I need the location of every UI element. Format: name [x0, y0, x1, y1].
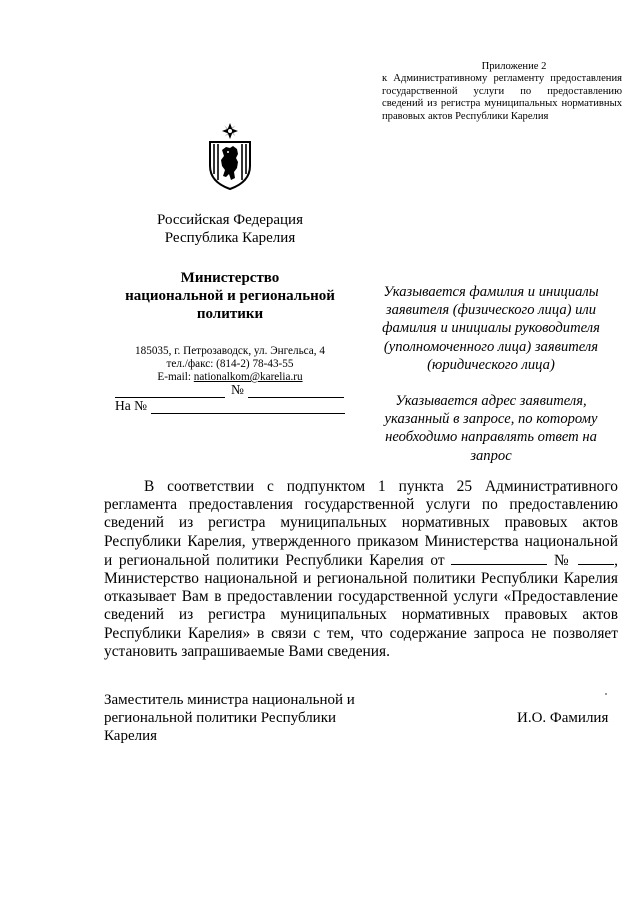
appendix-text: к Административному регламенту предоставления государственной услуги по предоставлению сведений из регистра муниципальных нормативных правовых актов Республики Карелия — [382, 73, 622, 122]
ministry-line-1: Министерство — [180, 270, 280, 286]
region-name: Республика Карелия — [164, 230, 296, 246]
order-number-blank — [578, 551, 614, 565]
outgoing-reference — [115, 382, 345, 414]
ministry-line-2: национальной и региональной — [125, 288, 335, 304]
letterhead — [100, 211, 360, 384]
appendix-title: Приложение 2 — [481, 61, 547, 72]
postal-address: 185035, г. Петрозаводск, ул. Энгельса, 4 — [135, 345, 325, 357]
body-number-sign: № — [553, 551, 572, 569]
body-paragraph: В соответствии с подпунктом 1 пункта 25 Административного регламента предоставления государственной услуги по предоставлению сведений из регистра муниципальных нормативных правовых актов Республики Карелия, утвержденного приказом Министерства национальной и региональной политики Республики Карелия от № , Министерство национальной и региональной политики Республики Карелия отказывает Вам в предоставлении государственной услуги «Предоставление сведений из регистра муниципальных нормативных правовых актов Республики Карелия» в связи с тем, что содержание запроса не позволяет установить запрашиваемые Вами сведения. — [104, 478, 618, 660]
reply-number-blank — [151, 401, 345, 414]
addressee-name: Указывается фамилия и инициалы заявителя (физического лица) или фамилия и инициалы руководителя (уполномоченного лица) заявителя (юридического лица) — [382, 284, 600, 373]
order-date-blank — [451, 551, 547, 565]
ministry-name — [100, 269, 360, 323]
coat-of-arms-icon — [200, 122, 260, 192]
country-name: Российская Федерация — [157, 212, 303, 228]
scan-speck — [605, 693, 607, 695]
ministry-contacts — [100, 345, 360, 384]
reply-reference — [115, 398, 345, 414]
reply-label: На № — [115, 398, 147, 413]
number-blank — [248, 385, 344, 398]
addressee-block — [364, 283, 618, 465]
number-sign: № — [231, 382, 244, 397]
addressee-gap — [364, 374, 618, 392]
ministry-line-3: политики — [196, 306, 264, 322]
signatory-position: Заместитель министра национальной и региональной политики Республики Карелия — [104, 692, 355, 745]
email-label: E-mail: — [157, 371, 194, 383]
outgoing-date-number — [115, 382, 345, 398]
appendix-block — [382, 61, 622, 123]
coat-of-arms-emblem — [200, 122, 260, 192]
date-blank — [115, 385, 225, 398]
letter-body — [104, 478, 618, 661]
email-link[interactable]: nationalkom@karelia.ru — [193, 371, 303, 383]
body-part-1: В соответствии с подпунктом 1 пункта 25 Административного регламента предоставления государственной услуги по предоставлению сведений из регистра муниципальных нормативных правовых актов Республики Карелия, утвержденного приказом Министерства национальной и региональной политики Республики Карелия от — [104, 478, 618, 569]
phone-fax: тел./факс: (814-2) 78-43-55 — [166, 358, 294, 370]
body-part-2: Министерство национальной и региональной политики Республики Карелия отказывает Вам в предоставлении государственной услуги «Предоставление сведений из регистра муниципальных нормативных правовых актов Республики Карелия» в связи с тем, что содержание запроса не позволяет установить запрашиваемые Вами сведения. — [104, 570, 618, 660]
addressee-address: Указывается адрес заявителя, указанный в запросе, по которому необходимо направлять ответ на запрос — [384, 393, 598, 464]
signatory-name: И.О. Фамилия — [517, 710, 609, 726]
